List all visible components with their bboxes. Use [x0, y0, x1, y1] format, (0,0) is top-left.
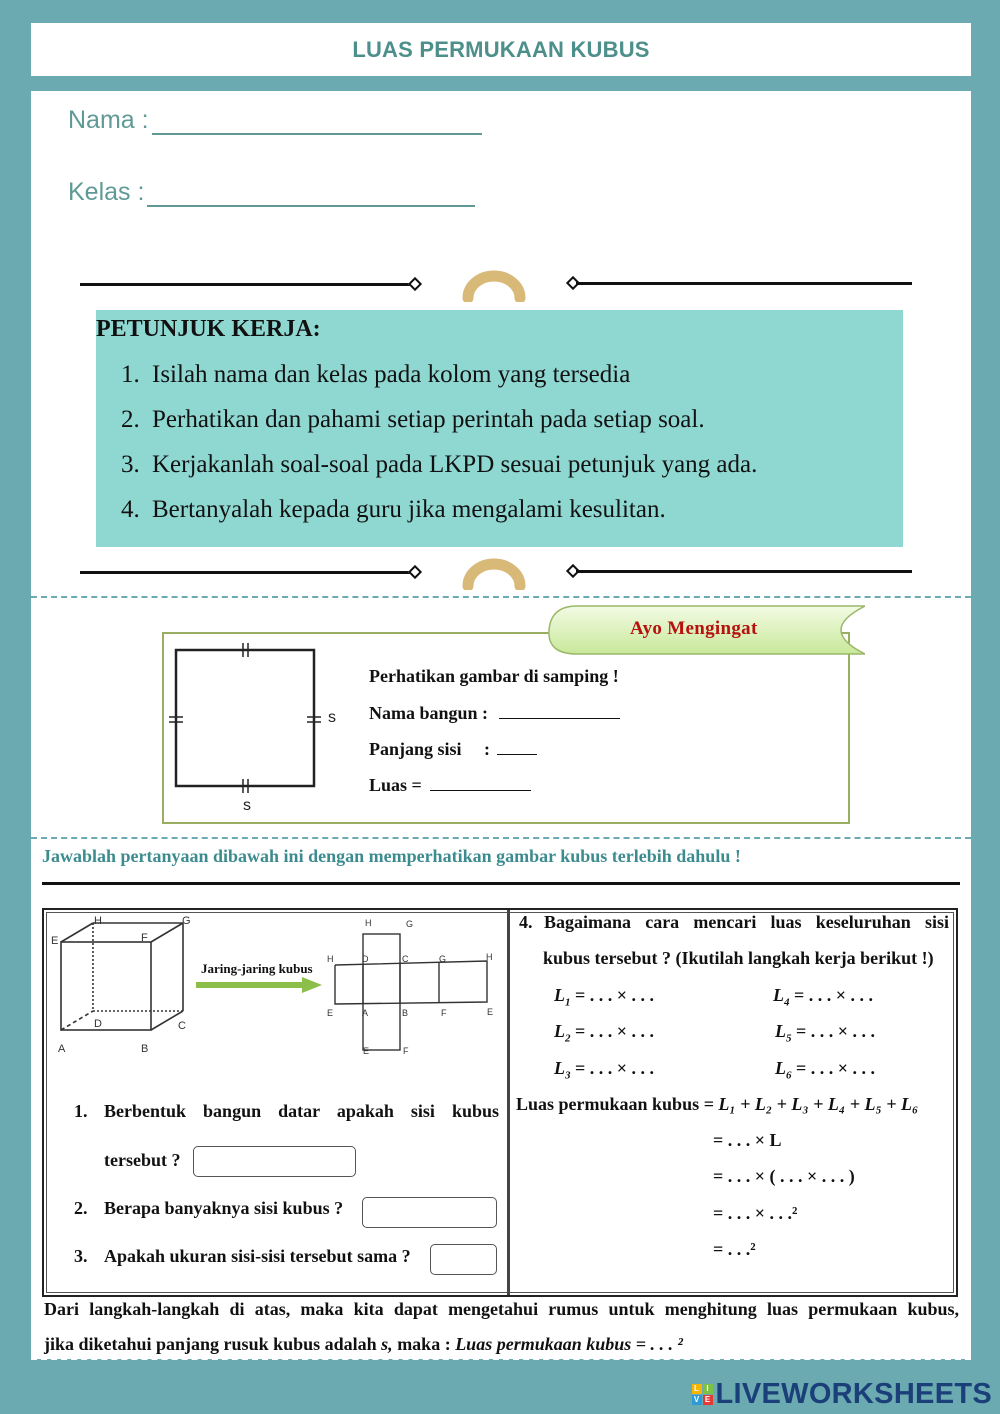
side-label-bottom: s [243, 797, 251, 814]
name-input[interactable] [152, 113, 482, 135]
step-l3: $L_3$ = . . . × . . . [554, 1058, 655, 1082]
svg-text:A: A [58, 1043, 66, 1055]
worksheet-title-bar [31, 23, 971, 76]
derivation-step-4: = . . .² [713, 1239, 756, 1259]
svg-text:G: G [182, 915, 191, 927]
svg-text:B: B [402, 1008, 409, 1018]
side-label-right: s [328, 709, 336, 726]
logo-tiles-icon: L I V E [692, 1384, 713, 1405]
class-field [68, 178, 475, 207]
instructions-box [96, 310, 903, 547]
instruction-item: 3. Kerjakanlah soal-soal pada LKPD sesuai petunjuk yang ada. [121, 451, 758, 478]
area-input[interactable] [430, 776, 531, 791]
svg-text:E: E [327, 1008, 334, 1018]
ornament-arch-icon [462, 558, 526, 590]
surface-area-formula: Luas permukaan kubus = L₁ + L₂ + L₃ + L₄ + L₅ + L₆ [516, 1094, 919, 1114]
answer-input-1[interactable] [193, 1146, 356, 1177]
conclusion-line-2: jika diketahui panjang rusuk kubus adalah s, maka : Luas permukaan kubus = . . . ² [44, 1334, 683, 1354]
ornament-line-left [80, 571, 412, 574]
instructions-title: PETUNJUK KERJA: [96, 316, 321, 342]
svg-text:H: H [94, 915, 102, 927]
step-l1: $L_1$ = . . . × . . . [554, 985, 655, 1009]
area-row: Luas = [369, 775, 531, 796]
instruction-item: 2. Perhatikan dan pahami setiap perintah pada setiap soal. [121, 406, 705, 433]
step-l2: $L_2$ = . . . × . . . [554, 1021, 655, 1045]
liveworksheets-logo[interactable] [692, 1378, 993, 1411]
derivation-step-3: = . . . × . . .² [713, 1203, 798, 1223]
class-input[interactable] [147, 185, 475, 207]
cube-diagram [48, 912, 198, 1057]
step-l6: $L_6$ = . . . × . . . [775, 1058, 876, 1082]
square-diagram [165, 640, 345, 818]
side-length-row: Panjang sisi : [369, 739, 537, 760]
worksheet-title: LUAS PERMUKAAN KUBUS [352, 36, 650, 62]
shape-name-row: Nama bangun : [369, 703, 620, 724]
shape-name-input[interactable] [499, 704, 620, 719]
name-label: Nama : [68, 106, 149, 134]
svg-text:H: H [327, 954, 334, 964]
cube-net-diagram [326, 914, 502, 1058]
question-2: 2. Berapa banyaknya sisi kubus ? [74, 1198, 344, 1218]
ornament-line-right [576, 570, 912, 573]
answer-input-3[interactable] [430, 1244, 497, 1275]
conclusion-line-1: Dari langkah-langkah di atas, maka kita dapat mengetahui rumus untuk menghitung luas permukaan kubus, [44, 1299, 959, 1319]
question-4-cont: kubus tersebut ? (Ikutilah langkah kerja berikut !) [543, 948, 934, 968]
svg-text:H: H [486, 952, 493, 962]
question-1-cont: tersebut ? [104, 1150, 181, 1170]
dashed-divider [31, 837, 971, 839]
arrow-right-icon [194, 976, 326, 994]
svg-text:G: G [439, 954, 447, 964]
svg-text:B: B [141, 1043, 149, 1055]
ornament-arch-icon [462, 270, 526, 302]
svg-text:F: F [403, 1046, 409, 1056]
instruction-item: 1. Isilah nama dan kelas pada kolom yang tersedia [121, 361, 631, 388]
svg-text:C: C [178, 1020, 186, 1032]
instruction-item: 4. Bertanyalah kepada guru jika mengalami kesulitan. [121, 496, 666, 523]
svg-text:E: E [363, 1046, 370, 1056]
question-4: 4. Bagaimana cara mencari luas keseluruhan sisi [519, 912, 949, 932]
logo-text: LIVEWORKSHEETS [715, 1378, 992, 1410]
svg-text:D: D [362, 954, 369, 964]
remember-prompt: Perhatikan gambar di samping ! [369, 666, 619, 686]
dashed-divider [31, 596, 971, 598]
side-length-input[interactable] [497, 740, 537, 755]
ornament-line-right [576, 282, 912, 285]
step-l4: $L_4$ = . . . × . . . [773, 985, 874, 1009]
class-label: Kelas : [68, 178, 145, 206]
svg-text:D: D [94, 1018, 102, 1030]
section-rule [42, 882, 960, 885]
step-l5: $L_5$ = . . . × . . . [775, 1021, 876, 1045]
net-arrow-label: Jaring-jaring kubus [201, 961, 313, 976]
section-instruction: Jawablah pertanyaan dibawah ini dengan memperhatikan gambar kubus terlebih dahulu ! [42, 846, 741, 866]
svg-text:H: H [365, 918, 372, 928]
ornament-line-left [80, 283, 412, 286]
name-field [68, 106, 482, 135]
svg-text:F: F [141, 932, 148, 944]
question-1: 1. Berbentuk bangun datar apakah sisi kubus [74, 1101, 499, 1121]
dashed-divider [31, 1358, 971, 1360]
question-3: 3. Apakah ukuran sisi-sisi tersebut sama ? [74, 1246, 411, 1266]
instructions-list [121, 358, 757, 538]
svg-text:F: F [441, 1008, 447, 1018]
derivation-step-1: = . . . × L [713, 1130, 782, 1150]
svg-text:E: E [487, 1007, 494, 1017]
answer-input-2[interactable] [362, 1197, 497, 1228]
svg-text:C: C [402, 954, 409, 964]
column-divider [507, 910, 510, 1295]
svg-text:E: E [51, 935, 59, 947]
ribbon-title: Ayo Mengingat [630, 618, 758, 639]
derivation-step-2: = . . . × ( . . . × . . . ) [713, 1166, 855, 1186]
svg-text:A: A [362, 1008, 369, 1018]
svg-text:G: G [406, 919, 414, 929]
